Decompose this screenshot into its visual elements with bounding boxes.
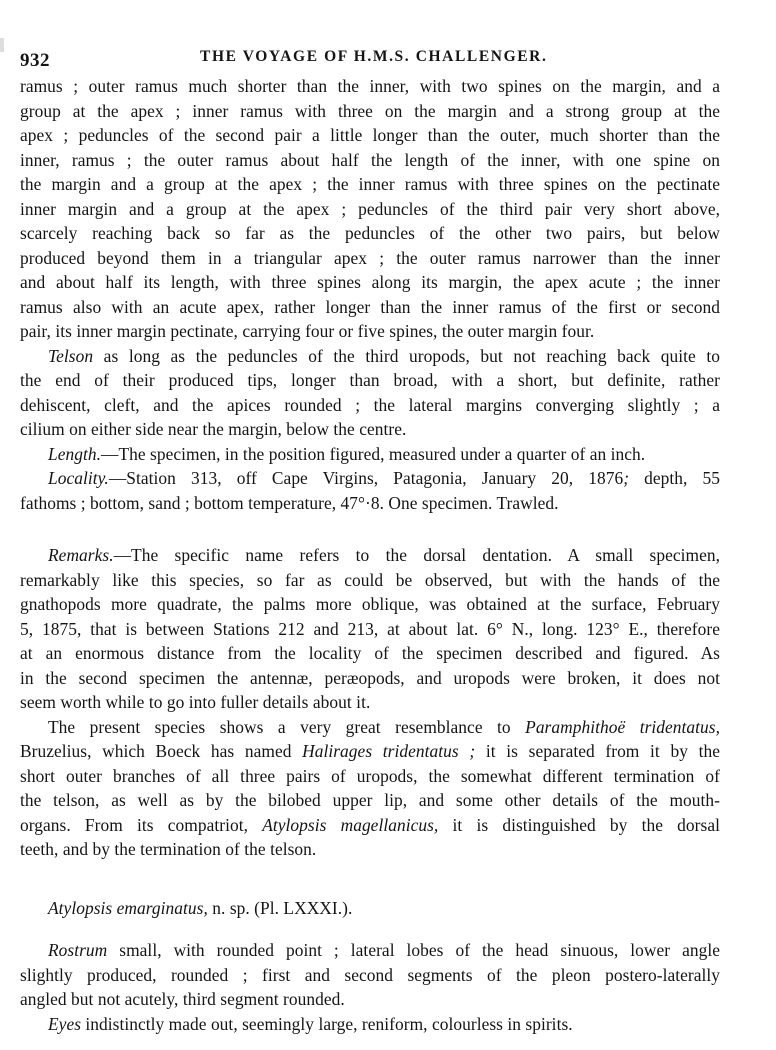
taxon-name: Paramphithoë tridentatus, <box>525 716 721 737</box>
text-line: slightly produced, rounded ; first and second segments of the pleon postero-laterally <box>20 964 720 985</box>
text-line <box>20 1012 720 1037</box>
paragraph-locality <box>20 466 720 515</box>
text-line: in the second specimen the antennæ, peræopods, and uropods were broken, it does not <box>20 667 720 688</box>
section-gap <box>20 920 720 938</box>
locality-label: Locality. <box>48 468 109 488</box>
page-number: 932 <box>20 50 50 71</box>
comparison-text: Bruzelius, which Boeck has named <box>20 741 303 761</box>
telson-label: Telson <box>48 345 94 366</box>
text-line: the telson, as well as by the bilobed upper lip, and some other details of the mouth- <box>20 790 720 810</box>
paragraph-comparison <box>20 715 720 862</box>
running-title: THE VOYAGE OF H.M.S. CHALLENGER. <box>200 48 548 65</box>
text-line <box>20 813 720 838</box>
rostrum-text: small, with rounded point ; lateral lobes of the head sinuous, lower angle <box>107 940 720 960</box>
paragraph-remarks <box>20 543 720 715</box>
eyes-label: Eyes <box>48 1013 82 1034</box>
text-line <box>20 896 720 921</box>
species-heading <box>20 896 720 921</box>
text-line <box>20 344 720 369</box>
telson-text: as long as the peduncles of the third uropods, but not reaching back quite to <box>93 345 720 366</box>
paragraph-length <box>20 442 720 467</box>
text-line: at an enormous distance from the locality of the specimen described and figured. As <box>20 643 720 663</box>
text-line: dehiscent, cleft, and the apices rounded ; the lateral margins converging slightly ; a <box>20 394 720 415</box>
text-line: ramus ; outer ramus much shorter than the inner, with two spines on the margin, and a <box>20 76 720 96</box>
paragraph-eyes <box>20 1012 720 1037</box>
comparison-text: it is distinguished by the dorsal <box>438 814 720 835</box>
text-line <box>20 938 720 963</box>
text-line: pair, its inner margin pectinate, carrying four or five spines, the outer margin four. <box>20 321 595 341</box>
remarks-text: —The specific name refers to the dorsal dentation. A small specimen, <box>113 545 720 565</box>
text-line: gnathopods more quadrate, the palms more oblique, was obtained at the surface, February <box>20 594 720 614</box>
length-text: —The specimen, in the position figured, measured under a quarter of an inch. <box>101 443 646 464</box>
text-line <box>20 543 720 568</box>
text-line <box>20 442 720 467</box>
paragraph-telson <box>20 344 720 442</box>
remarks-label: Remarks. <box>48 545 114 565</box>
species-plate-ref: n. sp. (Pl. LXXXI.). <box>207 897 353 918</box>
locality-text: —Station 313, off Cape Virgins, Patagonia, January 20, 1876 <box>108 468 624 488</box>
text-line: group at the apex ; inner ramus with three on the margin and a strong group at the <box>20 100 720 121</box>
text-line: seem worth while to go into fuller details about it. <box>20 692 371 712</box>
text-line: short outer branches of all three pairs of uropods, the somewhat different termination of <box>20 765 720 786</box>
comparison-text: organs. From its compatriot, <box>20 814 263 835</box>
scan-speck <box>0 38 4 52</box>
section-gap <box>20 515 720 543</box>
length-label: Length. <box>48 443 102 464</box>
text-line: produced beyond them in a triangular apex ; the outer ramus narrower than the inner <box>20 247 720 268</box>
text-line: apex ; peduncles of the second pair a little longer than the outer, much shorter than the <box>20 125 720 145</box>
paragraph-uropods <box>20 74 720 344</box>
section-gap <box>20 862 720 896</box>
text-line: remarkably like this species, so far as could be observed, but with the hands of the <box>20 569 720 590</box>
text-line: the margin and a group at the apex ; the inner ramus with three spines on the pectinate <box>20 174 720 194</box>
text-line: the end of their produced tips, longer than broad, with a short, but definite, rather <box>20 370 720 390</box>
locality-text-cont: depth, 55 <box>629 468 720 488</box>
text-line: cilium on either side near the margin, below the centre. <box>20 419 407 439</box>
species-name: Atylopsis emarginatus, <box>48 897 208 918</box>
text-line: and about half its length, with three spines along its margin, the apex acute ; the inner <box>20 272 720 292</box>
taxon-name: Halirages tridentatus ; <box>302 741 476 761</box>
text-line: inner, ramus ; the outer ramus about half the length of the inner, with one spine on <box>20 149 720 170</box>
rostrum-label: Rostrum <box>48 940 108 960</box>
comparison-text: The present species shows a very great resemblance to <box>48 716 526 737</box>
text-line <box>20 739 720 764</box>
comparison-text: it is separated from it by the <box>475 741 720 761</box>
text-line: 5, 1875, that is between Stations 212 and 213, at about lat. 6° N., long. 123° E., therefore <box>20 618 720 639</box>
text-line: scarcely reaching back so far as the peduncles of the other two pairs, but below <box>20 223 720 243</box>
text-line: teeth, and by the termination of the telson. <box>20 839 317 859</box>
eyes-text: indistinctly made out, seemingly large, reniform, colourless in spirits. <box>81 1013 573 1034</box>
text-line: fathoms ; bottom, sand ; bottom temperature, 47°·8. One specimen. Trawled. <box>20 492 559 513</box>
page <box>20 40 720 1036</box>
locality-separator: ; <box>623 468 630 488</box>
text-line <box>20 466 720 491</box>
paragraph-rostrum <box>20 938 720 1012</box>
taxon-name: Atylopsis magellanicus, <box>262 814 439 835</box>
text-line: ramus also with an acute apex, rather longer than the inner ramus of the first or second <box>20 296 720 317</box>
text-line <box>20 715 720 740</box>
running-head <box>20 40 720 74</box>
text-line: inner margin and a group at the apex ; peduncles of the third pair very short above, <box>20 198 720 219</box>
text-line: angled but not acutely, third segment rounded. <box>20 989 345 1009</box>
